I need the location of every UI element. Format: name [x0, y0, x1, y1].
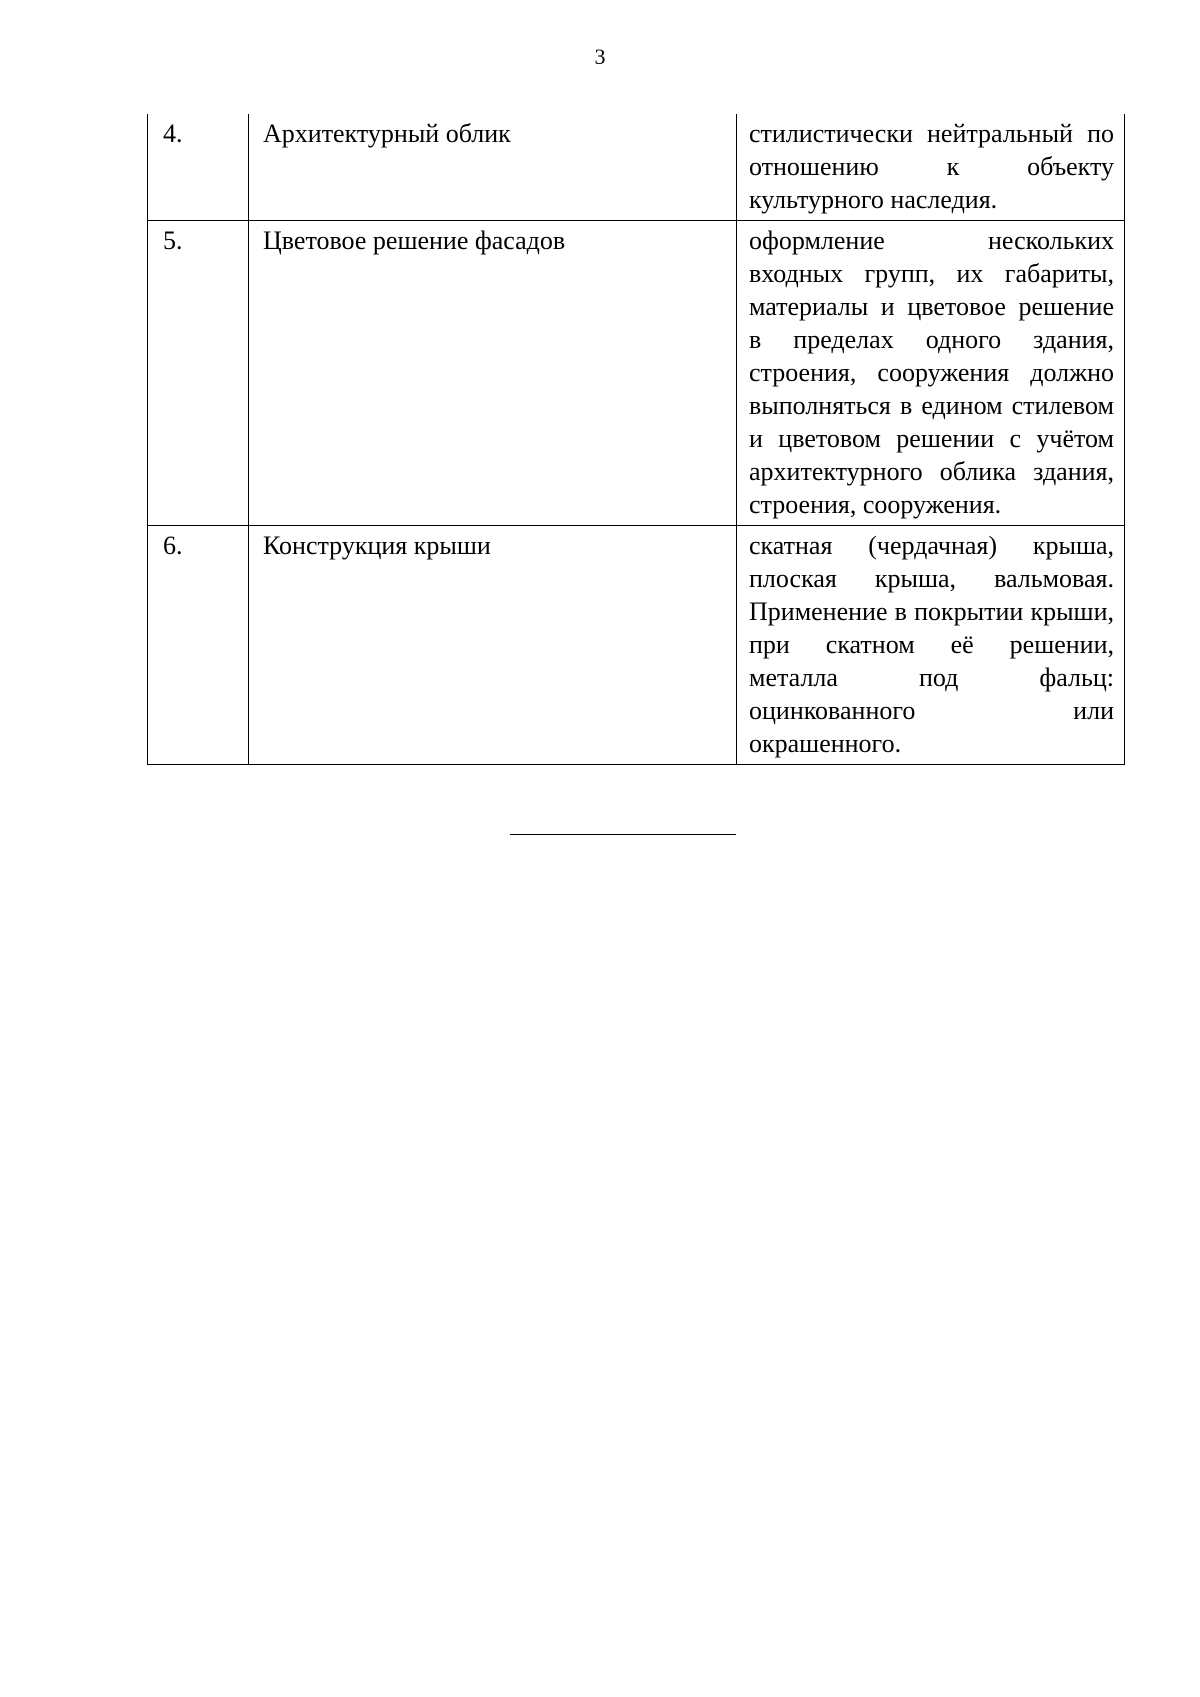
row-parameter: Конструкция крыши: [249, 526, 737, 765]
page-number: 3: [594, 44, 606, 69]
row-parameter: Цветовое решение фасадов: [249, 221, 737, 526]
row-number: 6.: [148, 526, 249, 765]
row-number: 5.: [148, 221, 249, 526]
row-requirement: оформление нескольких входных групп, их габариты, материалы и цветовое решение в пределах одного здания, строения, сооружения должно выполняться в едином стилевом и цветовом решении с учётом архитектурного облика здания, строения, сооружения.: [737, 221, 1125, 526]
row-parameter: Архитектурный облик: [249, 114, 737, 221]
row-requirement: скатная (чердачная) крыша, плоская крыша, вальмовая. Применение в покрытии крыши, при скатном её решении, металла под фальц: оцинкованного или окрашенного.: [737, 526, 1125, 765]
row-requirement: стилистически нейтральный по отношению к объекту культурного наследия.: [737, 114, 1125, 221]
table-row: [148, 221, 1125, 526]
end-of-document-rule: [510, 834, 736, 835]
table-row: [148, 114, 1125, 221]
requirements-table: [147, 114, 1125, 765]
row-number: 4.: [148, 114, 249, 221]
table-row: [148, 526, 1125, 765]
